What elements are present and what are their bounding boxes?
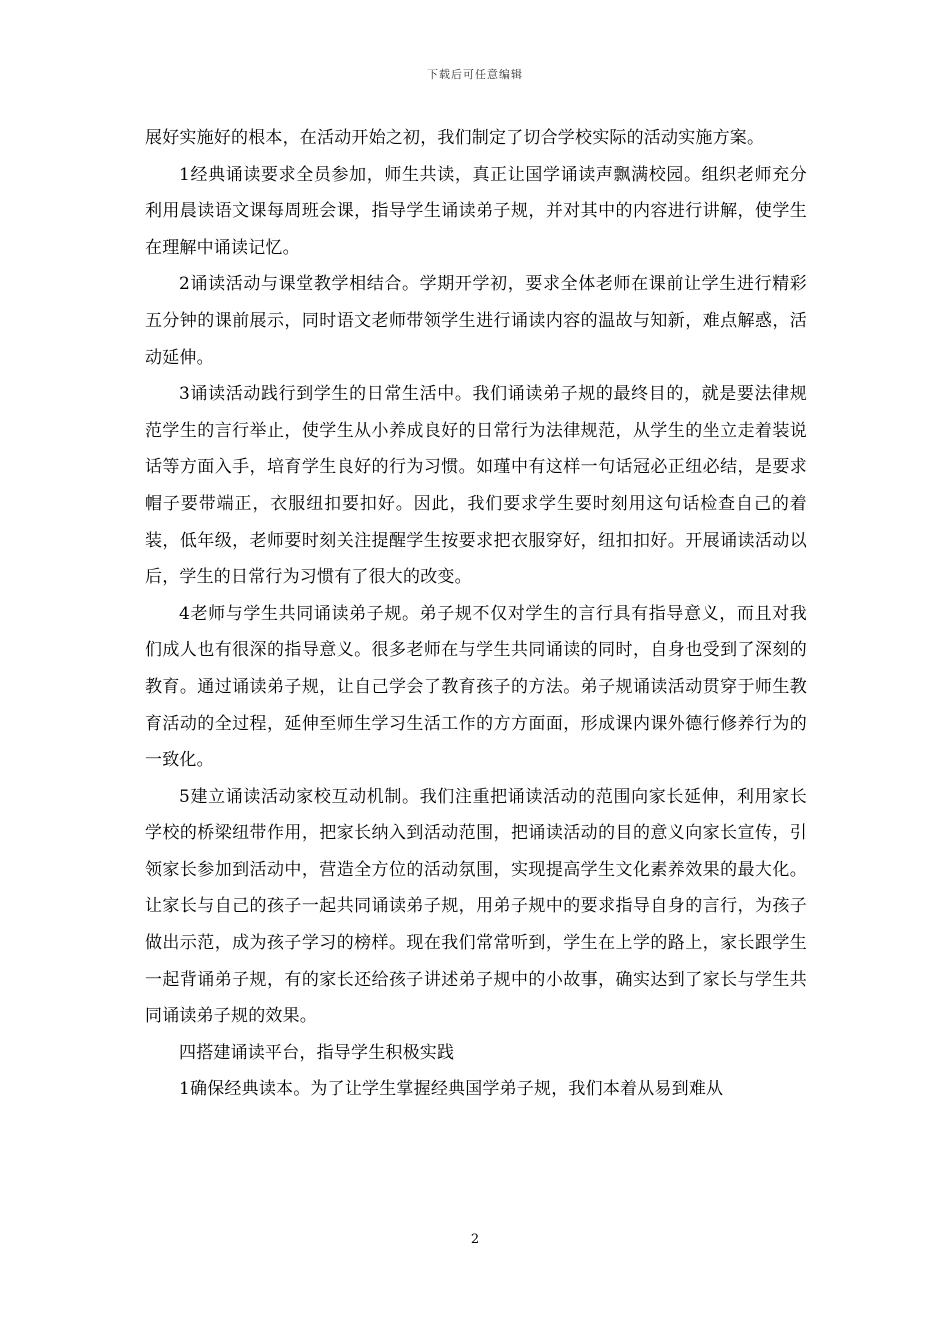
paragraph-item-1: 1经典诵读要求全员参加，师生共读，真正让国学诵读声飘满校园。组织老师充分利用晨读语文课每周班会课，指导学生诵读弟子规，并对其中的内容进行讲解，使学生在理解中诵读记忆。 [145, 164, 807, 258]
page-header: 下载后可任意编辑 [427, 68, 523, 81]
paragraph-item-4: 4老师与学生共同诵读弟子规。弟子规不仅对学生的言行具有指导意义，而且对我们成人也有很深的指导意义。很多老师在与学生共同诵读的同时，自身也受到了深刻的教育。通过诵读弟子规，让自己学会了教育孩子的方法。弟子规诵读活动贯穿于师生教育活动的全过程，延伸至师生学习生活工作的方方面面，形成课内课外德行修养行为的一致化。 [145, 603, 807, 771]
paragraph-item-5: 5建立诵读活动家校互动机制。我们注重把诵读活动的范围向家长延伸，利用家长学校的桥梁纽带作用，把家长纳入到活动范围，把诵读活动的目的意义向家长宣传，引领家长参加到活动中，营造全方位的活动氛围，实现提高学生文化素养效果的最大化。让家长与自己的孩子一起共同诵读弟子规，用弟子规中的要求指导自身的言行，为孩子做出示范，成为孩子学习的榜样。现在我们常常听到，学生在上学的路上，家长跟学生一起背诵弟子规，有的家长还给孩子讲述弟子规中的小故事，确实达到了家长与学生共同诵读弟子规的效果。 [145, 786, 807, 1027]
section-heading: 四搭建诵读平台，指导学生积极实践 [179, 1042, 455, 1063]
page-number: 2 [470, 1232, 480, 1247]
paragraph-item-3: 3诵读活动践行到学生的日常生活中。我们诵读弟子规的最终目的，就是要法律规范学生的言行举止，使学生从小养成良好的日常行为法律规范，从学生的坐立走着装说话等方面入手，培育学生良好的行为习惯。如瑾中有这样一句话冠必正纽必结，是要求帽子要带端正，衣服纽扣要扣好。因此，我们要求学生要时刻用这句话检查自己的着装，低年级，老师要时刻关注提醒学生按要求把衣服穿好，纽扣扣好。开展诵读活动以后，学生的日常行为习惯有了很大的改变。 [145, 384, 807, 588]
paragraph-item-2: 2诵读活动与课堂教学相结合。学期开学初，要求全体老师在课前让学生进行精彩五分钟的课前展示，同时语文老师带领学生进行诵读内容的温故与知新，难点解惑，活动延伸。 [145, 274, 807, 368]
document-body [145, 120, 807, 1108]
paragraph-item-6: 1确保经典读本。为了让学生掌握经典国学弟子规，我们本着从易到难从 [179, 1079, 724, 1100]
paragraph-continued: 展好实施好的根本，在活动开始之初，我们制定了切合学校实际的活动实施方案。 [145, 128, 765, 148]
